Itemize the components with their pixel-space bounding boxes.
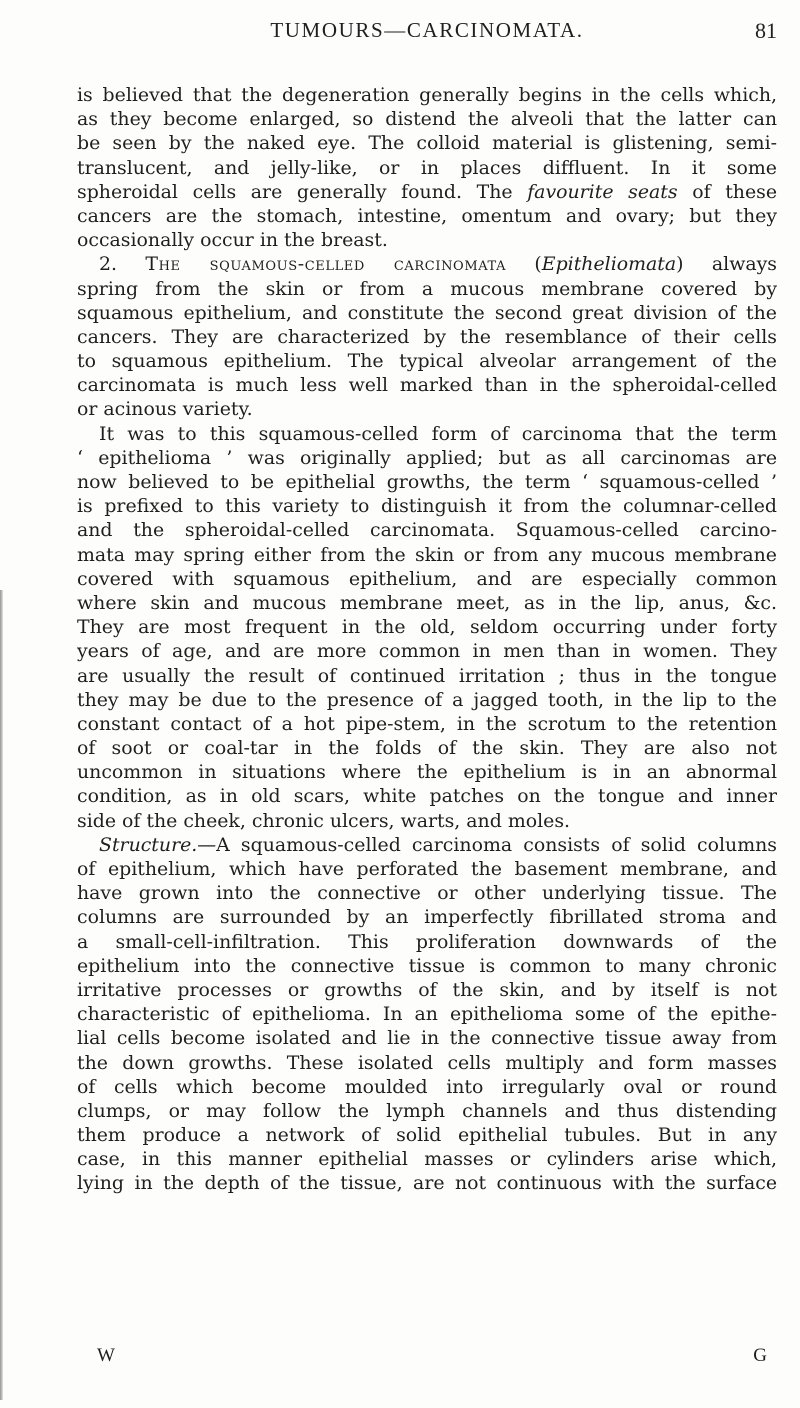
text-line: years of age, and are more common in men than in women. They	[77, 640, 777, 663]
text-line: is prefixed to this variety to distinguish it from the columnar-celled	[77, 495, 777, 518]
text-line: or acinous variety.	[77, 398, 253, 421]
text-line: where skin and mucous membrane meet, as in the lip, anus, &c.	[77, 591, 777, 614]
subheading-line	[77, 833, 777, 857]
text-line: characteristic of epithelioma. In an epithelioma some of the epithe-	[77, 1003, 777, 1026]
section-heading: The squamous-celled carcinomata	[145, 253, 507, 276]
text-line: uncommon in situations where the epithelium is in an abnormal	[77, 761, 777, 784]
text-line: side of the cheek, chronic ulcers, warts, and moles.	[77, 809, 571, 832]
text-line: condition, as in old scars, white patches on the tongue and inner	[77, 785, 777, 808]
text-line: now believed to be epithelial growths, the term ‘ squamous-celled ’	[77, 471, 777, 493]
text-line: irritative processes or growths of the skin, and by itself is not	[77, 978, 777, 1001]
text-line-with-emphasis	[77, 180, 777, 204]
text-line: of epithelium, which have perforated the basement membrane, and	[77, 858, 777, 880]
text-line: lying in the depth of the tissue, are not continuous with the surface	[77, 1172, 777, 1195]
running-head: TUMOURS—CARCINOMATA.	[270, 18, 584, 42]
text-line: of soot or coal-tar in the folds of the skin. They are also not	[77, 737, 777, 760]
text-line: They are most frequent in the old, seldom occurring under forty	[77, 616, 777, 639]
text-line: clumps, or may follow the lymph channels and thus distending	[77, 1099, 777, 1122]
text-line: they may be due to the presence of a jagged tooth, in the lip to the	[77, 688, 777, 711]
section-heading-line	[77, 252, 777, 276]
binding-shadow	[0, 590, 3, 1400]
signature-mark-left: W	[97, 1345, 115, 1366]
text-fragment: spheroidal cells are generally found. The	[77, 180, 528, 203]
text-line: lial cells become isolated and lie in the connective tissue away from	[77, 1027, 777, 1050]
text-line: are usually the result of continued irritation ; thus in the tongue	[77, 664, 777, 687]
text-fragment: of these	[677, 180, 777, 203]
text-line: a small-cell-infiltration. This proliferation downwards of the	[77, 930, 777, 953]
text-line: the down growths. These isolated cells multiply and form masses	[77, 1051, 777, 1074]
text-line: cancers are the stomach, intestine, omentum and ovary; but they	[77, 204, 777, 227]
text-line: have grown into the connective or other underlying tissue. The	[77, 882, 777, 905]
page-number: 81	[755, 18, 777, 43]
italic-subheading: Structure.	[99, 833, 198, 856]
text-line: It was to this squamous-celled form of carcinoma that the term	[99, 422, 777, 445]
text-line: is believed that the degeneration generally begins in the cells which,	[77, 84, 777, 106]
text-line: to squamous epithelium. The typical alveolar arrangement of the	[77, 350, 777, 373]
text-line: of cells which become moulded into irregularly oval or round	[77, 1075, 777, 1098]
text-line: squamous epithelium, and constitute the second great division of the	[77, 301, 777, 324]
section-number: 2.	[99, 253, 146, 276]
text-line: epithelium into the connective tissue is common to many chronic	[77, 954, 777, 977]
text-line: spring from the skin or from a mucous membrane covered by	[77, 277, 777, 300]
text-fragment: (	[506, 253, 542, 276]
page-header	[77, 18, 777, 48]
text-line: as they become enlarged, so distend the alveoli that the latter can	[77, 108, 777, 131]
text-line: columns are surrounded by an imperfectly fibrillated stroma and	[77, 906, 777, 929]
text-line: carcinomata is much less well marked than in the spheroidal-celled	[77, 374, 777, 397]
body-text	[77, 83, 777, 1196]
text-line: cancers. They are characterized by the resemblance of their cells	[77, 325, 777, 348]
signature-mark-right: G	[753, 1345, 767, 1366]
italic-term: favourite seats	[527, 180, 678, 203]
text-line: covered with squamous epithelium, and are especially common	[77, 567, 777, 590]
text-line: and the spheroidal-celled carcinomata. Squamous-celled carcino-	[77, 519, 777, 542]
text-fragment: ) always	[676, 253, 777, 276]
text-line: be seen by the naked eye. The colloid material is glistening, semi-	[77, 132, 777, 155]
page-footer	[77, 1345, 777, 1371]
italic-term: Epitheliomata	[541, 253, 677, 276]
text-line: occasionally occur in the breast.	[77, 229, 388, 252]
text-line: mata may spring either from the skin or from any mucous membrane	[77, 543, 777, 566]
text-line: them produce a network of solid epithelial tubules. But in any	[77, 1124, 777, 1147]
text-line: case, in this manner epithelial masses or cylinders arise which,	[77, 1148, 777, 1171]
text-line: constant contact of a hot pipe-stem, in the scrotum to the retention	[77, 712, 777, 735]
text-line: ‘ epithelioma ’ was originally applied; but as all carcinomas are	[77, 446, 777, 469]
text-fragment: —A squamous-celled carcinoma consists of solid columns	[197, 833, 777, 856]
text-line: translucent, and jelly-like, or in places diffluent. In it some	[77, 156, 777, 179]
